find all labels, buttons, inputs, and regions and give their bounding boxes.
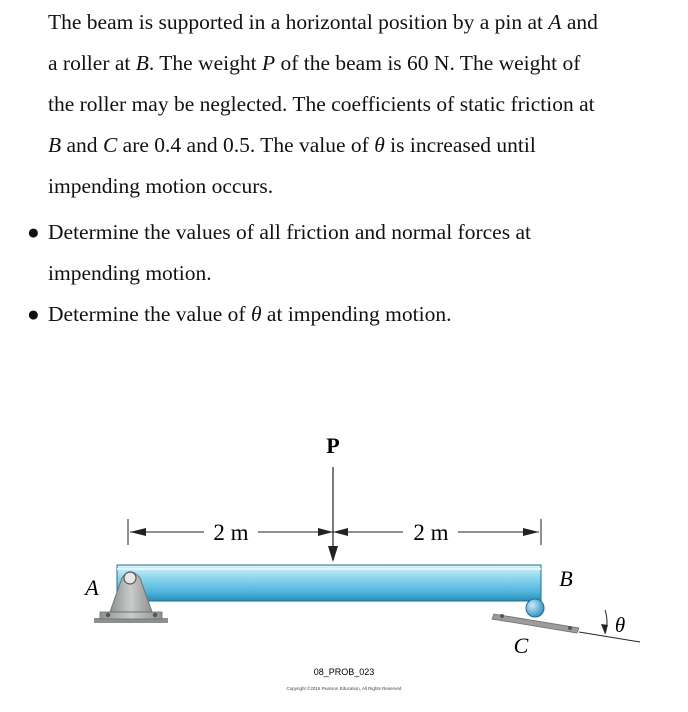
arrow-left-icon [130,528,146,536]
arrow-mid-left-icon [318,528,333,536]
arrow-mid-right-icon [333,528,348,536]
problem-line-2: a roller at B. The weight P of the beam is 60 N. The weight of [48,51,581,75]
task-item-2: ● Determine the value of θ at impending motion. [0,294,680,335]
var-B2: B [48,133,62,157]
arrow-right-icon [523,528,539,536]
copyright-text: Copyright ©2016 Pearson Education, All Rights Reserved [286,686,402,691]
var-A: A [548,10,562,34]
dim-right-label: 2 m [413,520,449,545]
label-A: A [85,575,99,600]
var-P: P [261,51,276,75]
label-C: C [513,633,529,658]
incline-extension [579,632,640,642]
task-item-1: ● Determine the values of all friction and normal forces at impending motion. [0,212,680,294]
roller-icon [526,599,544,617]
dimension-line [128,519,541,545]
var-C: C [102,133,118,157]
problem-line-1: The beam is supported in a horizontal position by a pin at A and [48,10,598,34]
dim-left-label: 2 m [213,520,249,545]
load-label: P [326,433,340,458]
load-arrow [326,433,339,562]
var-theta: θ [374,133,385,157]
problem-line-5: impending motion occurs. [48,174,274,198]
load-arrow-icon [328,546,338,562]
figure-id: 08_PROB_023 [313,667,375,677]
beam [117,565,541,601]
bullet-icon: ● [27,220,40,244]
problem-line-3: the roller may be neglected. The coefficients of static friction at [48,92,595,116]
problem-line-4: B and C are 0.4 and 0.5. The value of θ is increased until [48,133,536,157]
var-B: B [135,51,149,75]
bullet-icon: ● [27,302,40,326]
label-B: B [559,566,573,591]
pin-icon [124,572,136,584]
label-theta: θ [614,613,626,637]
